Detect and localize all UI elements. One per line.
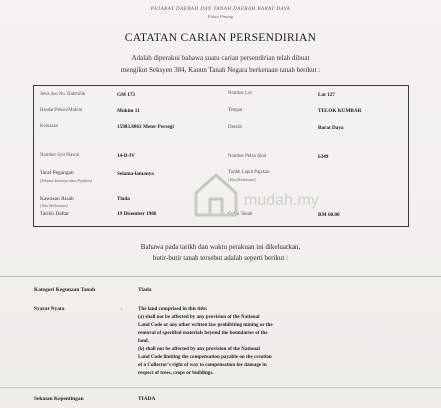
kategori-value: Tiada	[138, 287, 152, 293]
bandar-label: Bandar/Pekan/Mukim	[40, 108, 83, 113]
intro-line-2: mengikut Seksyen 384, Kanun Tanah Negara berkenaan tanah berikut :	[120, 66, 321, 74]
bandar-value: Mukim 11	[117, 108, 140, 114]
pelan-value: 6349	[318, 154, 329, 160]
document-title: CATATAN CARIAN PERSENDIRIAN	[124, 32, 317, 44]
taraf-value: Selama-lamanya	[117, 171, 154, 177]
sekatan-label: Sekatan Kepentingan	[34, 396, 84, 402]
office-header: PEJABAT DAERAH DAN TANAH DAERAH BARAT DAYA	[150, 7, 291, 12]
tamat-sub: (Jika Berkenaan)	[228, 177, 256, 182]
syit-value: 14-B-IV	[117, 153, 135, 159]
divider-2	[0, 387, 441, 388]
taraf-sub: (Selama-lamanya atau Pajakan)	[40, 178, 92, 183]
cukai-value: RM 60.00	[318, 212, 340, 218]
daerah-label: Daerah	[228, 125, 242, 130]
jenis-value: GM 173	[117, 92, 136, 98]
tamat-label: Tarikh Luput Pajakan	[228, 170, 270, 175]
sekatan-value: TIADA	[138, 396, 156, 402]
taraf-label: Taraf Pegangan	[40, 170, 74, 176]
pelan-label: Nombor Pelan Akui	[228, 154, 267, 159]
syarat-line-9: respect of trees, crops or buildings.	[138, 370, 214, 376]
nombor-lot-label: Nombor Lot	[228, 91, 252, 96]
kategori-label: Kategori Kegunaan Tanah	[34, 287, 96, 293]
syarat-line-3: Land Code or any other written law prohibiting mining or the	[138, 322, 273, 328]
house-icon	[196, 175, 236, 215]
syit-label: Nombor Syit Piawai	[40, 153, 80, 158]
keluasan-label: Keluasan	[40, 124, 58, 129]
divider-1	[0, 276, 441, 277]
syarat-line-6: (b) shall not be affected by any provision of the National	[138, 346, 260, 352]
statement-line-2: butir-butir tanah tersebut adalah seperti berikut :	[152, 254, 289, 262]
kawasan-label: Kawasan Rizab	[40, 196, 74, 202]
watermark-text: mudah.my	[244, 192, 319, 209]
statement-line-1: Bahawa pada tarikh dan waktu perakuan ini dikeluarkan,	[140, 243, 301, 251]
daerah-value: Barat Daya	[318, 125, 344, 131]
kawasan-sub: (Jika Berkenaan)	[40, 203, 68, 208]
jenis-label: Jenis dan No. Hakmilik	[40, 92, 86, 97]
intro-line-1: Adalah diperakui bahawa suatu carian persendirian telah dibuat	[131, 54, 310, 62]
tempat-label: Tempat	[228, 108, 243, 113]
syarat-colon: :	[121, 306, 123, 312]
syarat-line-8: of a Collector's right of way to compensation for damage in	[138, 362, 267, 368]
nombor-lot-value: Lot 127	[318, 92, 335, 98]
office-subheader: Pulau Pinang	[207, 14, 234, 19]
tempat-value: TELOK KUMBAR	[318, 108, 362, 114]
syarat-line-4: removal of specified materials beyond the boundaries of the	[138, 330, 268, 336]
tarikh-label: Tarikh Daftar	[40, 211, 70, 217]
mudah-watermark	[186, 165, 319, 225]
tarikh-value: 19 Disember 1986	[117, 211, 157, 217]
syarat-line-7: Land Code limiting the compensation payable on the creation	[138, 354, 272, 360]
syarat-line-2: (a) shall not be affected by any provision of the National	[138, 314, 260, 320]
kawasan-value: Tiada	[117, 196, 130, 202]
keluasan-value: 15983.8863 Meter Persegi	[117, 124, 174, 130]
cukai-label: Cukai Tanah	[228, 212, 253, 217]
syarat-line-1: The land comprised in this title:	[138, 306, 208, 312]
syarat-label: Syarat Nyata	[34, 306, 65, 312]
syarat-line-5: land.	[138, 338, 149, 344]
